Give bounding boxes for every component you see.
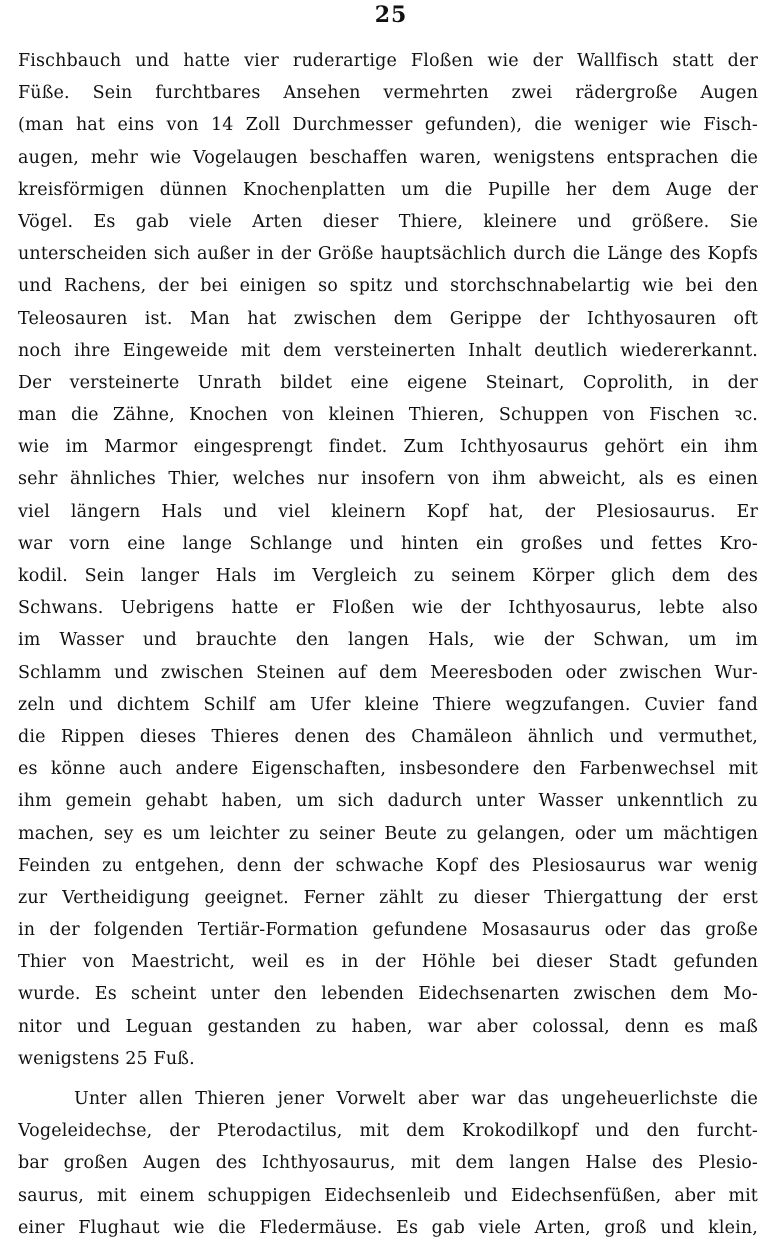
text-line: kodil. Sein langer Hals im Vergleich zu seinem Körper glich dem des xyxy=(18,566,758,586)
text-line: und Rachens, der bei einigen so spitz und storchschnabelartig wie bei den xyxy=(18,276,758,297)
paragraph-gap xyxy=(18,1075,758,1083)
text-line: Vogeleidechse, der Pterodactilus, mit dem Krokodilkopf und den furcht- xyxy=(18,1121,758,1142)
paragraph xyxy=(18,1083,758,1244)
text-line: im Wasser und brauchte den langen Hals, wie der Schwan, um im xyxy=(18,630,758,651)
text-line: sehr ähnliches Thier, welches nur insofern von ihm abweicht, als es einen xyxy=(18,469,758,490)
text-line: (man hat eins von 14 Zoll Durchmesser gefunden), die weniger wie Fisch- xyxy=(18,115,758,136)
text-line: es könne auch andere Eigenschaften, insbesondere den Farbenwechsel mit xyxy=(18,759,758,780)
text-line: man die Zähne, Knochen von kleinen Thieren, Schuppen von Fischen ꝛc. xyxy=(18,405,758,426)
text-line: viel längern Hals und viel kleinern Kopf hat, der Plesiosaurus. Er xyxy=(18,501,758,522)
text-line: augen, mehr wie Vogelaugen beschaffen waren, wenigstens entsprachen die xyxy=(18,147,758,168)
text-line: in der folgenden Tertiär-Formation gefundene Mosasaurus oder das große xyxy=(18,920,758,941)
body-text xyxy=(18,45,758,1244)
text-line: wenigstens 25 Fuß. xyxy=(18,1048,195,1069)
text-line: zur Vertheidigung geeignet. Ferner zählt zu dieser Thiergattung der erst xyxy=(18,887,758,908)
text-line: Schwans. Uebrigens hatte er Floßen wie der Ichthyosaurus, lebte also xyxy=(18,598,758,619)
text-line: Fischbauch und hatte vier ruderartige Floßen wie der Wallfisch statt der xyxy=(18,51,758,71)
text-line: war vorn eine lange Schlange und hinten ein großes und fettes Kro- xyxy=(18,533,758,554)
text-line: kreisförmigen dünnen Knochenplatten um die Pupille her dem Auge der xyxy=(18,179,758,200)
text-line: wurde. Es scheint unter den lebenden Eidechsenarten zwischen dem Mo- xyxy=(18,984,758,1005)
text-line: einer Flughaut wie die Fledermäuse. Es gab viele Arten, groß und klein, xyxy=(18,1217,758,1238)
text-line: zeln und dichtem Schilf am Ufer kleine Thiere wegzufangen. Cuvier fand xyxy=(18,694,758,715)
text-line: Vögel. Es gab viele Arten dieser Thiere, kleinere und größere. Sie xyxy=(18,211,758,232)
text-line: Füße. Sein furchtbares Ansehen vermehrten zwei rädergroße Augen xyxy=(18,83,758,104)
paragraph xyxy=(18,45,758,1075)
text-line: bar großen Augen des Ichthyosaurus, mit dem langen Halse des Plesio- xyxy=(18,1153,758,1174)
text-line: Der versteinerte Unrath bildet eine eigene Steinart, Coprolith, in der xyxy=(18,372,758,393)
page-number: 25 xyxy=(374,2,408,28)
text-line: nitor und Leguan gestanden zu haben, war aber colossal, denn es maß xyxy=(18,1016,758,1037)
text-line: Feinden zu entgehen, denn der schwache Kopf des Plesiosaurus war wenig xyxy=(18,855,758,876)
text-line: Teleosauren ist. Man hat zwischen dem Gerippe der Ichthyosauren oft xyxy=(18,308,758,329)
text-line: machen, sey es um leichter zu seiner Beute zu gelangen, oder um mächtigen xyxy=(18,823,758,844)
text-line: unterscheiden sich außer in der Größe hauptsächlich durch die Länge des Kopfs xyxy=(18,244,758,265)
text-line: Unter allen Thieren jener Vorwelt aber war das ungeheuerlichste die xyxy=(74,1089,758,1109)
text-line: noch ihre Eingeweide mit dem versteinerten Inhalt deutlich wiedererkannt. xyxy=(18,340,758,361)
text-line: Thier von Maestricht, weil es in der Höhle bei dieser Stadt gefunden xyxy=(18,952,758,973)
text-line: wie im Marmor eingesprengt findet. Zum Ichthyosaurus gehört ein ihm xyxy=(18,437,758,458)
text-line: Schlamm und zwischen Steinen auf dem Meeresboden oder zwischen Wur- xyxy=(18,662,758,683)
text-line: ihm gemein gehabt haben, um sich dadurch unter Wasser unkenntlich zu xyxy=(18,791,758,812)
text-line: die Rippen dieses Thieres denen des Chamäleon ähnlich und vermuthet, xyxy=(18,726,758,747)
text-line: saurus, mit einem schuppigen Eidechsenleib und Eidechsenfüßen, aber mit xyxy=(18,1185,758,1206)
